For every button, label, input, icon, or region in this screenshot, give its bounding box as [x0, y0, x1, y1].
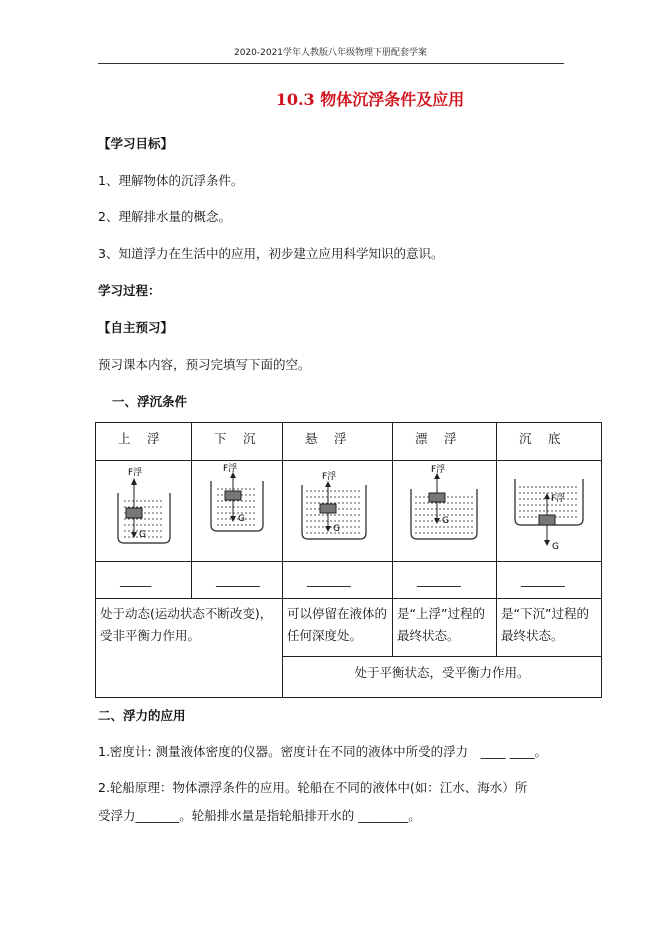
section1-heading: 一、浮沉条件 — [112, 394, 188, 409]
gravity-label: G — [238, 514, 245, 524]
desc-dynamic: 处于动态(运动状态不断改变)，受非平衡力作用。 — [100, 606, 273, 643]
preview-text: 预习课本内容，预习完填写下面的空。 — [98, 357, 311, 372]
block-icon — [320, 504, 336, 513]
float-sink-table — [95, 422, 602, 698]
beaker-floating-diagram — [403, 463, 487, 555]
beaker-bottom-diagram — [507, 463, 591, 555]
buoyancy-label: F浮 — [430, 465, 445, 475]
application-item: 1.密度计: 测量液体密度的仪器。密度计在不同的液体中所受的浮力 ____ ____。 — [98, 744, 548, 759]
gravity-label: G — [441, 516, 449, 526]
section2-heading: 二、浮力的应用 — [98, 708, 186, 723]
table-diagram-row — [96, 461, 602, 562]
objectives-heading: 【学习目标】 — [98, 136, 174, 151]
liquid-icon — [519, 487, 579, 517]
application-item: 2.轮船原理：物体漂浮条件的应用。轮船在不同的液体中(如：江水、海水）所 — [98, 780, 528, 795]
fill-blank[interactable]: _______ — [307, 572, 351, 587]
buoyancy-label: F浮 — [223, 464, 238, 474]
col-rising: 上 浮 — [118, 431, 162, 446]
table-header-cell — [283, 423, 393, 461]
table-header-cell — [393, 423, 497, 461]
block-icon — [429, 493, 445, 502]
desc-sink: 是“下沉”过程的最终状态。 — [501, 606, 589, 643]
col-floating: 漂 浮 — [415, 431, 459, 446]
page-title: 10.3 物体沉浮条件及应用 — [275, 90, 465, 109]
gravity-label: G — [138, 530, 146, 540]
header-rule — [98, 63, 564, 64]
buoyancy-label: F浮 — [551, 494, 566, 504]
fill-blank[interactable]: _______ — [521, 572, 565, 587]
table-description-row — [96, 599, 602, 657]
process-heading: 学习过程： — [98, 283, 161, 298]
gravity-label: G — [552, 542, 559, 552]
gravity-label: G — [332, 524, 340, 534]
beaker-rising-diagram — [104, 463, 184, 555]
buoyancy-label: F浮 — [321, 472, 336, 482]
desc-balance: 处于平衡状态，受平衡力作用。 — [354, 665, 530, 680]
preview-heading: 【自主预习】 — [98, 320, 174, 335]
desc-float: 是“上浮”过程的最终状态。 — [397, 606, 485, 643]
page-header: 2020-2021学年人教版八年级物理下册配套学案 — [233, 48, 428, 58]
col-sinking: 下 沉 — [214, 431, 258, 446]
objective-item: 1、理解物体的沉浮条件。 — [98, 173, 244, 188]
col-bottom: 沉 底 — [519, 431, 563, 446]
block-icon — [539, 515, 555, 525]
objective-item: 2、理解排水量的概念。 — [98, 209, 231, 224]
beaker-sinking-diagram — [197, 463, 277, 555]
table-header-row — [96, 423, 602, 461]
beaker-suspended-diagram — [296, 463, 380, 555]
table-header-cell — [497, 423, 602, 461]
table-blank-row — [96, 562, 602, 599]
block-icon — [225, 491, 241, 500]
objective-item: 3、知道浮力在生活中的应用，初步建立应用科学知识的意识。 — [98, 246, 444, 261]
table-header-cell — [192, 423, 283, 461]
table-header-cell — [96, 423, 192, 461]
fill-blank[interactable]: _______ — [216, 572, 260, 587]
fill-blank[interactable]: _______ — [417, 572, 461, 587]
block-icon — [126, 508, 142, 518]
desc-suspend: 可以停留在液体的任何深度处。 — [287, 606, 388, 643]
buoyancy-label: F浮 — [127, 468, 142, 478]
col-suspended: 悬 浮 — [305, 431, 349, 446]
application-item: 受浮力_______。轮船排水量是指轮船排开水的 ________。 — [98, 808, 421, 823]
fill-blank[interactable]: _____ — [120, 572, 152, 587]
